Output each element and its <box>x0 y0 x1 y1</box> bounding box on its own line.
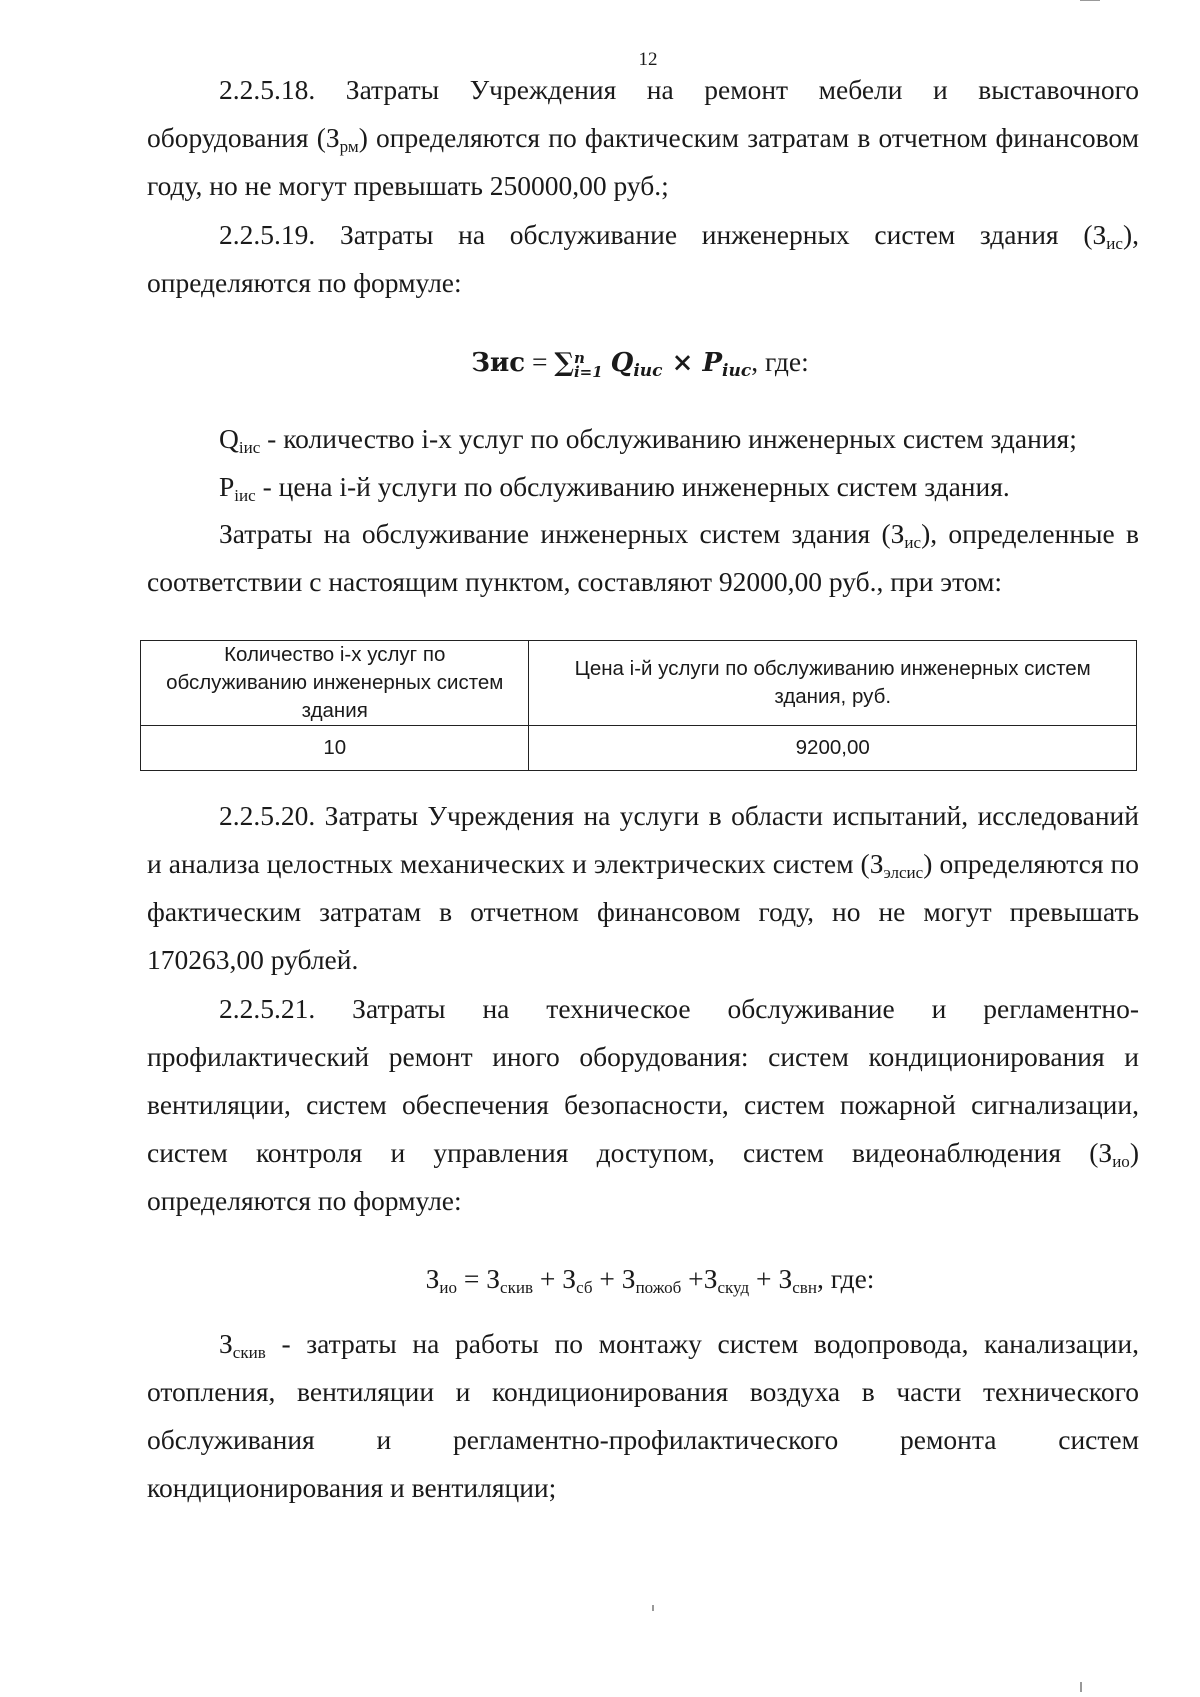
definition-p <box>147 463 1139 511</box>
services-table <box>140 640 1137 771</box>
formula-plus: + <box>592 1263 622 1294</box>
paragraph-text: ) определяются по формуле: <box>147 1137 1139 1216</box>
definition-z-skiv <box>147 1320 1139 1512</box>
definition-symbol: P <box>219 471 235 502</box>
formula-plus: + <box>533 1263 563 1294</box>
table-row <box>141 726 1137 771</box>
formula-p-subscript: iис <box>722 361 752 382</box>
subscript: скив <box>232 1343 266 1363</box>
subscript: рм <box>339 137 359 157</box>
sum-symbol: ∑ <box>554 348 574 378</box>
formula-symbol: З <box>621 1263 636 1294</box>
paragraph-text: ) определяются по фактическим затратам в отчетном финансовом году, но не могут превышать 170263,00 рублей. <box>147 848 1139 975</box>
paragraph-text: 2.2.5.20. Затраты Учреждения на услуги в области испытаний, исследований и анализа целостных механических и электрических систем (З <box>147 800 1139 879</box>
formula-lhs: Зис <box>471 348 526 378</box>
paragraph-text: 2.2.5.21. Затраты на техническое обслуживание и регламентно-профилактический ремонт иного оборудования: систем кондиционирования и вентиляции, систем обеспечения безопасности, систем пожарной сигнализации, систем контроля и управления доступом, систем видеонаблюдения (З <box>147 993 1139 1168</box>
paragraph-2-2-5-19 <box>147 211 1139 307</box>
definition-symbol: Q <box>219 423 239 454</box>
subscript: ио <box>439 1278 457 1298</box>
paragraph-2-2-5-21 <box>147 985 1139 1225</box>
formula-zis <box>0 346 1200 382</box>
paragraph-2-2-5-18 <box>147 66 1139 210</box>
subscript: ис <box>1106 234 1123 254</box>
subscript: ис <box>904 533 922 553</box>
subscript: скив <box>500 1278 534 1298</box>
page-number: 12 <box>638 49 658 70</box>
definition-text: - цена i-й услуги по обслуживанию инженерных систем здания. <box>255 471 1010 502</box>
subscript: сб <box>576 1278 593 1298</box>
table-cell: 9200,00 <box>529 726 1137 771</box>
subscript: ио <box>1112 1152 1130 1172</box>
paragraph-text: 2.2.5.18. Затраты Учреждения на ремонт мебели и выставочного оборудования (З <box>147 74 1139 153</box>
formula-plus: + <box>749 1263 779 1294</box>
formula-equals: = <box>525 346 555 377</box>
subscript: iис <box>238 438 261 458</box>
paragraph-text: ), определяются по формуле: <box>147 219 1139 298</box>
table-header-cell: Количество i-х услуг по обслуживанию инженерных систем здания <box>141 641 529 726</box>
formula-suffix: , где: <box>751 346 809 377</box>
definition-symbol: З <box>219 1328 233 1359</box>
table-header-cell: Цена i-й услуги по обслуживанию инженерных систем здания, руб. <box>529 641 1137 726</box>
subscript: элсис <box>883 863 924 883</box>
sum-limits <box>573 348 603 381</box>
paragraph-text: Затраты на обслуживание инженерных систем здания (З <box>219 518 905 549</box>
subscript: скуд <box>717 1278 750 1298</box>
formula-symbol: З <box>562 1263 577 1294</box>
scan-artifact <box>652 1605 654 1611</box>
paragraph-cost-total <box>147 510 1139 606</box>
definition-text: - количество i-х услуг по обслуживанию инженерных систем здания; <box>260 423 1077 454</box>
subscript: пожоб <box>635 1278 682 1298</box>
formula-q: Q <box>610 348 634 378</box>
paragraph-text: 2.2.5.19. Затраты на обслуживание инженерных систем здания (З <box>219 219 1107 250</box>
paragraph-text: ) определяются по фактическим затратам в отчетном финансовом году, но не могут превышать 250000,00 руб.; <box>147 122 1140 201</box>
formula-symbol: З <box>425 1263 440 1294</box>
formula-times: × <box>662 348 703 378</box>
formula-q-subscript: iис <box>633 361 663 382</box>
paragraph-text: ), определенные в соответствии с настоящим пунктом, составляют 92000,00 руб., при этом: <box>147 518 1139 597</box>
sum-upper-limit: n <box>573 348 585 367</box>
formula-symbol: З <box>486 1263 501 1294</box>
sum-lower-limit: i=1 <box>573 362 603 381</box>
scan-artifact <box>1080 0 1100 1</box>
definition-text: - затраты на работы по монтажу систем водопровода, канализации, отопления, вентиляции и кондиционирования воздуха в части технического обслуживания и регламентно-профилактического ремонта систем кондиционирования и вентиляции; <box>147 1328 1139 1503</box>
formula-equals: = <box>456 1263 487 1294</box>
formula-zio <box>0 1263 1200 1298</box>
subscript: свн <box>792 1278 817 1298</box>
scan-artifact <box>1080 1682 1082 1692</box>
subscript: iис <box>234 486 256 506</box>
formula-symbol: З <box>778 1263 793 1294</box>
formula-p: P <box>702 348 723 378</box>
formula-suffix: , где: <box>816 1263 875 1294</box>
definition-q <box>147 415 1139 463</box>
formula-plus: + <box>681 1263 704 1294</box>
paragraph-2-2-5-20 <box>147 792 1139 984</box>
table-header-row <box>141 641 1137 726</box>
formula-symbol: З <box>703 1263 718 1294</box>
table-cell: 10 <box>141 726 529 771</box>
